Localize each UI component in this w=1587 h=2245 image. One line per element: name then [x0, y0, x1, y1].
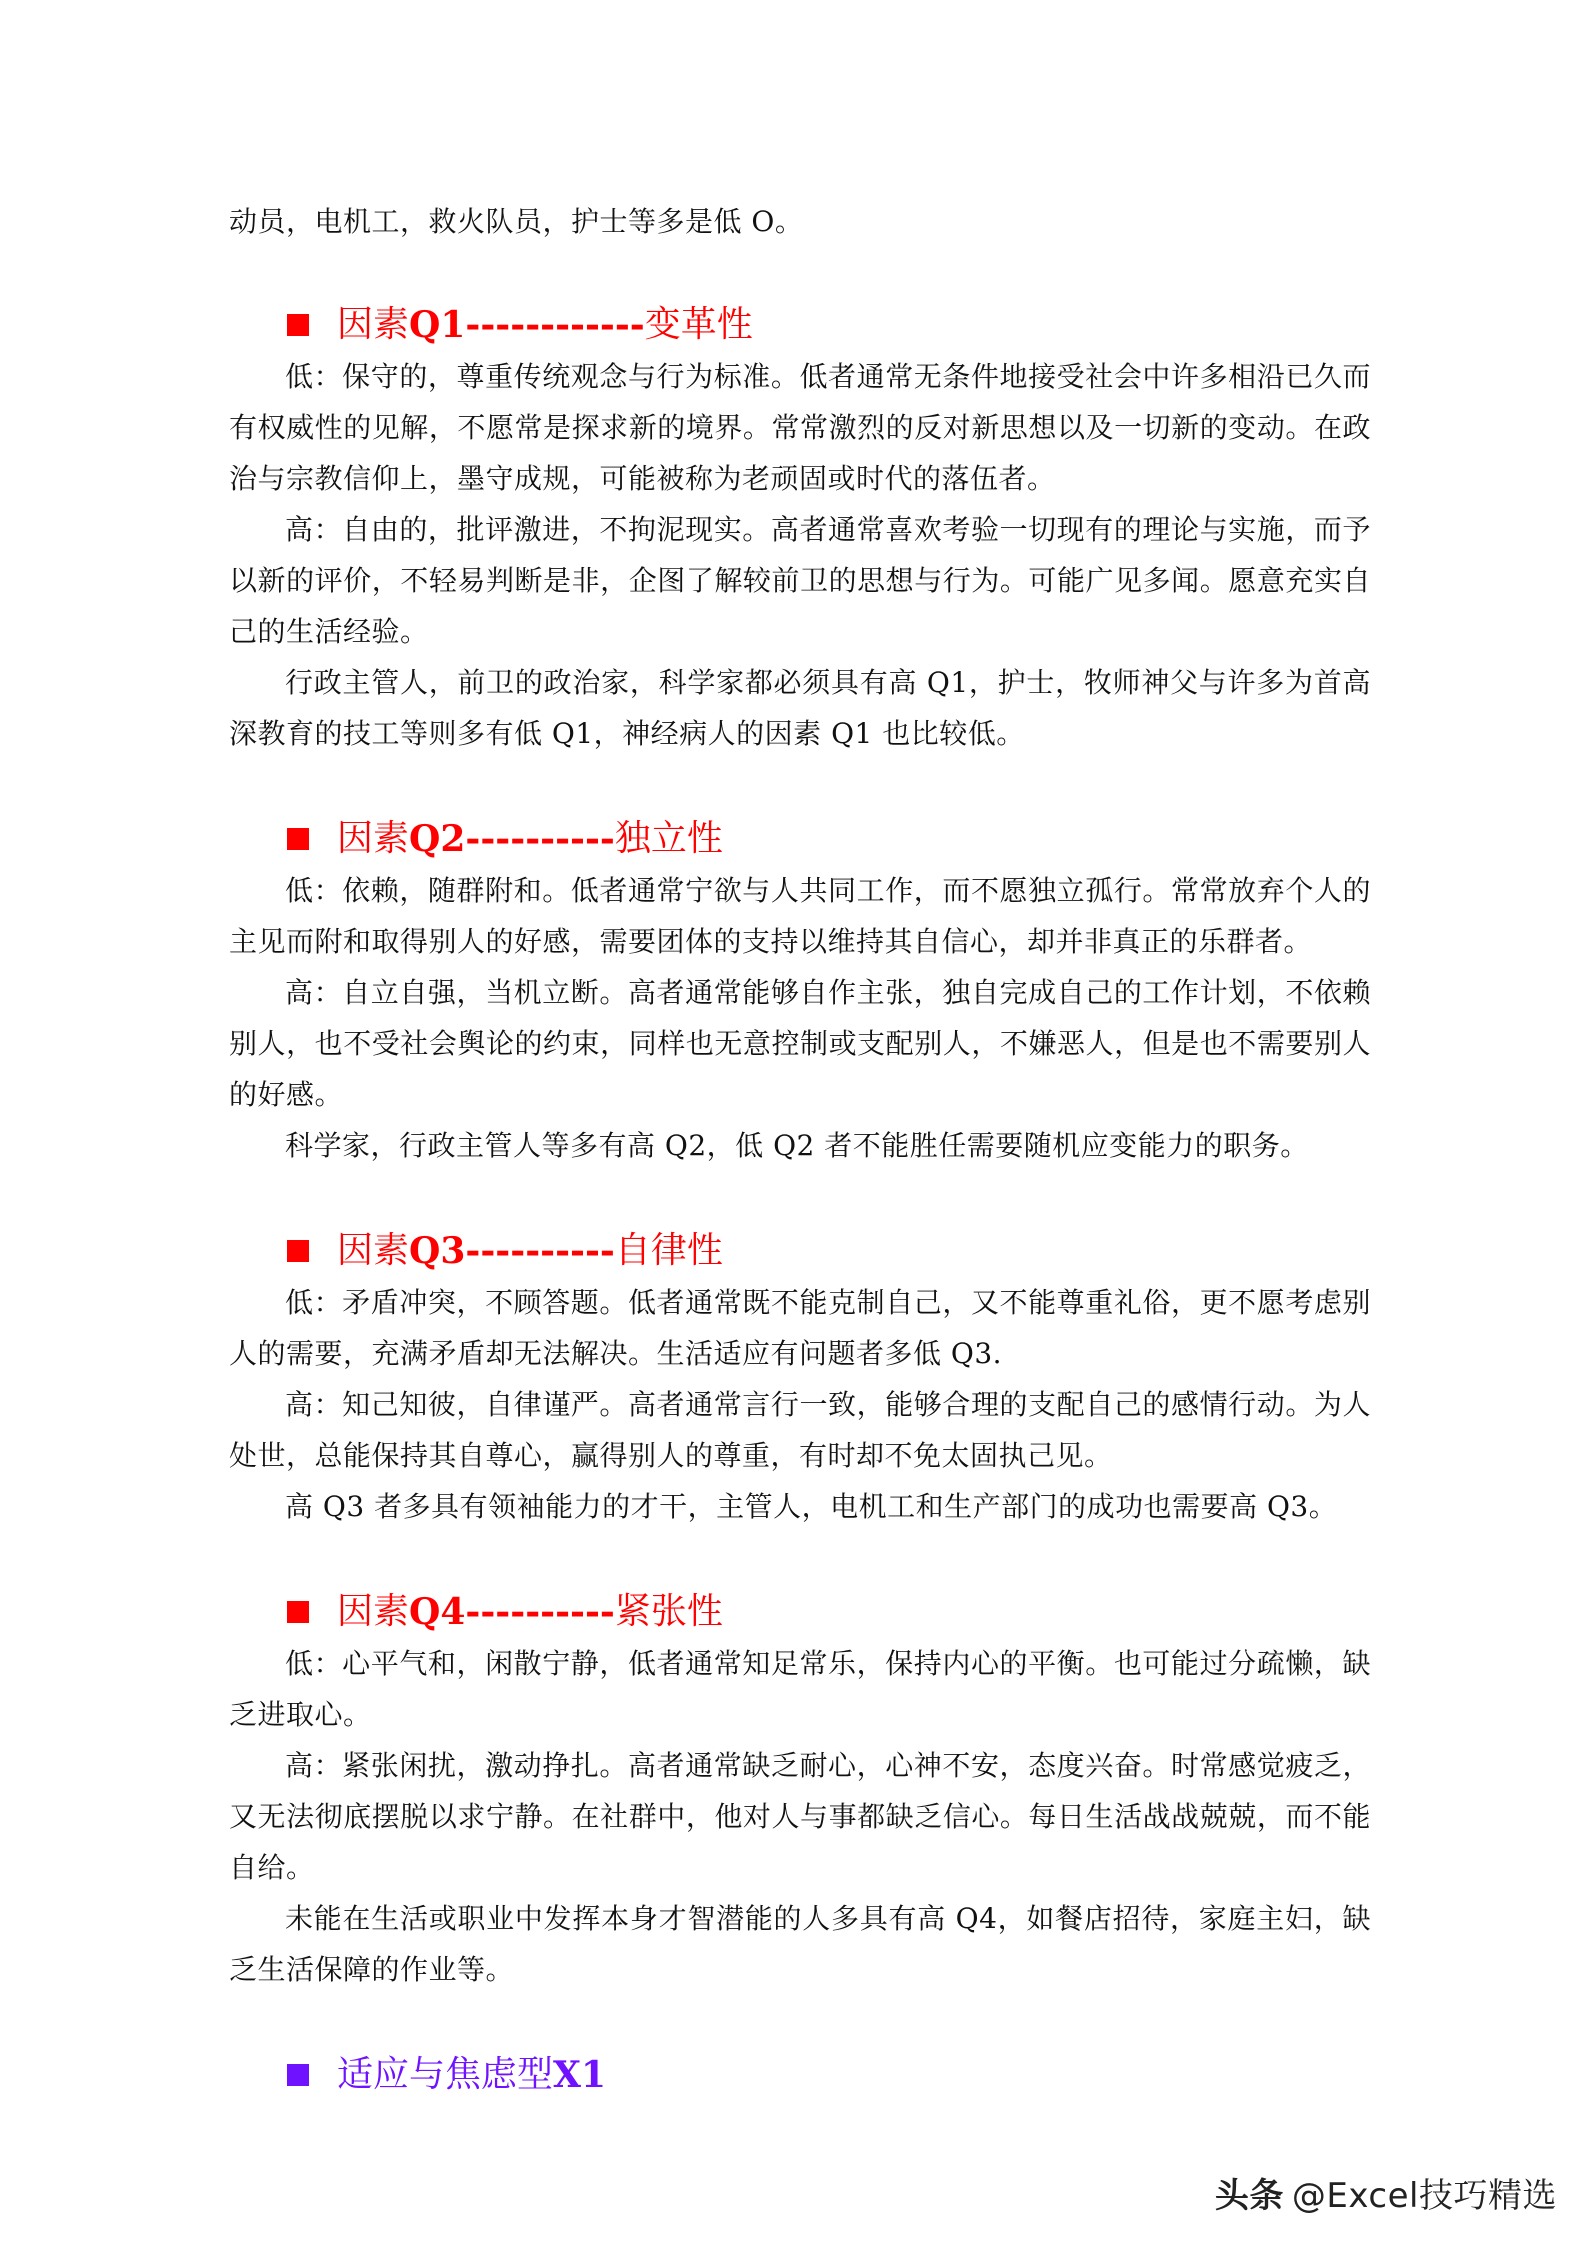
- square-bullet-icon: [287, 1240, 309, 1262]
- q1-example-paragraph: 行政主管人，前卫的政治家，科学家都必须具有高 Q1，护士，牧师神父与许多为首高深教育的技工等则多有低 Q1，神经病人的因素 Q1 也比较低。: [229, 666, 1371, 750]
- section-heading-q2: [229, 813, 1371, 865]
- section-heading-q2-prefix: 因素: [337, 818, 410, 859]
- toutiao-logo-text: 头条: [1214, 2176, 1284, 2216]
- toutiao-watermark: [1215, 2168, 1557, 2217]
- section-heading-q3-code: Q3----------: [409, 1230, 615, 1272]
- q3-example-paragraph: 高 Q3 者多具有领袖能力的才干，主管人，电机工和生产部门的成功也需要高 Q3。: [285, 1490, 1338, 1523]
- section-heading-x1-prefix: 适应与焦虑型: [337, 2054, 554, 2095]
- section-heading-q4-title: 紧张性: [614, 1591, 723, 1632]
- section-heading-q3-prefix: 因素: [337, 1230, 410, 1271]
- square-bullet-icon: [287, 2064, 309, 2086]
- section-heading-q2-code: Q2----------: [409, 818, 615, 860]
- q3-low-paragraph: 低：矛盾冲突，不顾答题。低者通常既不能克制自己，又不能尊重礼俗，更不愿考虑别人的需要，充满矛盾却无法解决。生活适应有问题者多低 Q3.: [229, 1286, 1371, 1370]
- q4-high-paragraph: 高：紧张闲扰，激动挣扎。高者通常缺乏耐心，心神不安，态度兴奋。时常感觉疲乏，又无法彻底摆脱以求宁静。在社群中，他对人与事都缺乏信心。每日生活战战兢兢，而不能自给。: [229, 1749, 1371, 1884]
- section-heading-q3-title: 自律性: [614, 1230, 723, 1271]
- section-heading-q4-code: Q4----------: [409, 1591, 615, 1633]
- square-bullet-icon: [287, 314, 309, 336]
- q4-low-paragraph: 低：心平气和，闲散宁静，低者通常知足常乐，保持内心的平衡。也可能过分疏懒，缺乏进取心。: [229, 1647, 1371, 1731]
- section-heading-q3: [229, 1225, 1371, 1277]
- section-heading-x1: [229, 2049, 1371, 2101]
- q1-low-paragraph: 低：保守的，尊重传统观念与行为标准。低者通常无条件地接受社会中许多相沿已久而有权威性的见解，不愿常是探求新的境界。常常激烈的反对新思想以及一切新的变动。在政治与宗教信仰上，墨守成规，可能被称为老顽固或时代的落伍者。: [229, 360, 1371, 495]
- section-heading-q4-prefix: 因素: [337, 1591, 410, 1632]
- square-bullet-icon: [287, 1601, 309, 1623]
- section-heading-q1-prefix: 因素: [337, 304, 410, 345]
- section-heading-q4: [229, 1586, 1371, 1638]
- section-heading-q1-title: 变革性: [644, 304, 753, 345]
- q2-low-paragraph: 低：依赖，随群附和。低者通常宁欲与人共同工作，而不愿独立孤行。常常放弃个人的主见而附和取得别人的好感，需要团体的支持以维持其自信心，却并非真正的乐群者。: [229, 874, 1371, 958]
- q1-high-paragraph: 高：自由的，批评激进，不拘泥现实。高者通常喜欢考验一切现有的理论与实施，而予以新的评价，不轻易判断是非，企图了解较前卫的思想与行为。可能广见多闻。愿意充实自己的生活经验。: [229, 513, 1371, 648]
- document-content: [229, 196, 1371, 2101]
- section-heading-q2-title: 独立性: [614, 818, 723, 859]
- section-heading-q1: [229, 299, 1371, 351]
- square-bullet-icon: [287, 828, 309, 850]
- watermark-handle: @Excel技巧精选: [1291, 2176, 1557, 2216]
- q3-high-paragraph: 高：知己知彼，自律谨严。高者通常言行一致，能够合理的支配自己的感情行动。为人处世，总能保持其自尊心，赢得别人的尊重，有时却不免太固执己见。: [229, 1388, 1371, 1472]
- section-heading-x1-code: X1: [553, 2054, 606, 2096]
- q2-high-paragraph: 高：自立自强，当机立断。高者通常能够自作主张，独自完成自己的工作计划，不依赖别人，也不受社会舆论的约束，同样也无意控制或支配别人，不嫌恶人，但是也不需要别人的好感。: [229, 976, 1371, 1111]
- section-heading-q1-code: Q1------------: [409, 304, 645, 346]
- opening-paragraph: 动员，电机工，救火队员，护士等多是低 O。: [229, 205, 804, 238]
- q2-example-paragraph: 科学家，行政主管人等多有高 Q2，低 Q2 者不能胜任需要随机应变能力的职务。: [285, 1129, 1309, 1162]
- q4-example-paragraph: 未能在生活或职业中发挥本身才智潜能的人多具有高 Q4，如餐店招待，家庭主妇，缺乏生活保障的作业等。: [229, 1902, 1371, 1986]
